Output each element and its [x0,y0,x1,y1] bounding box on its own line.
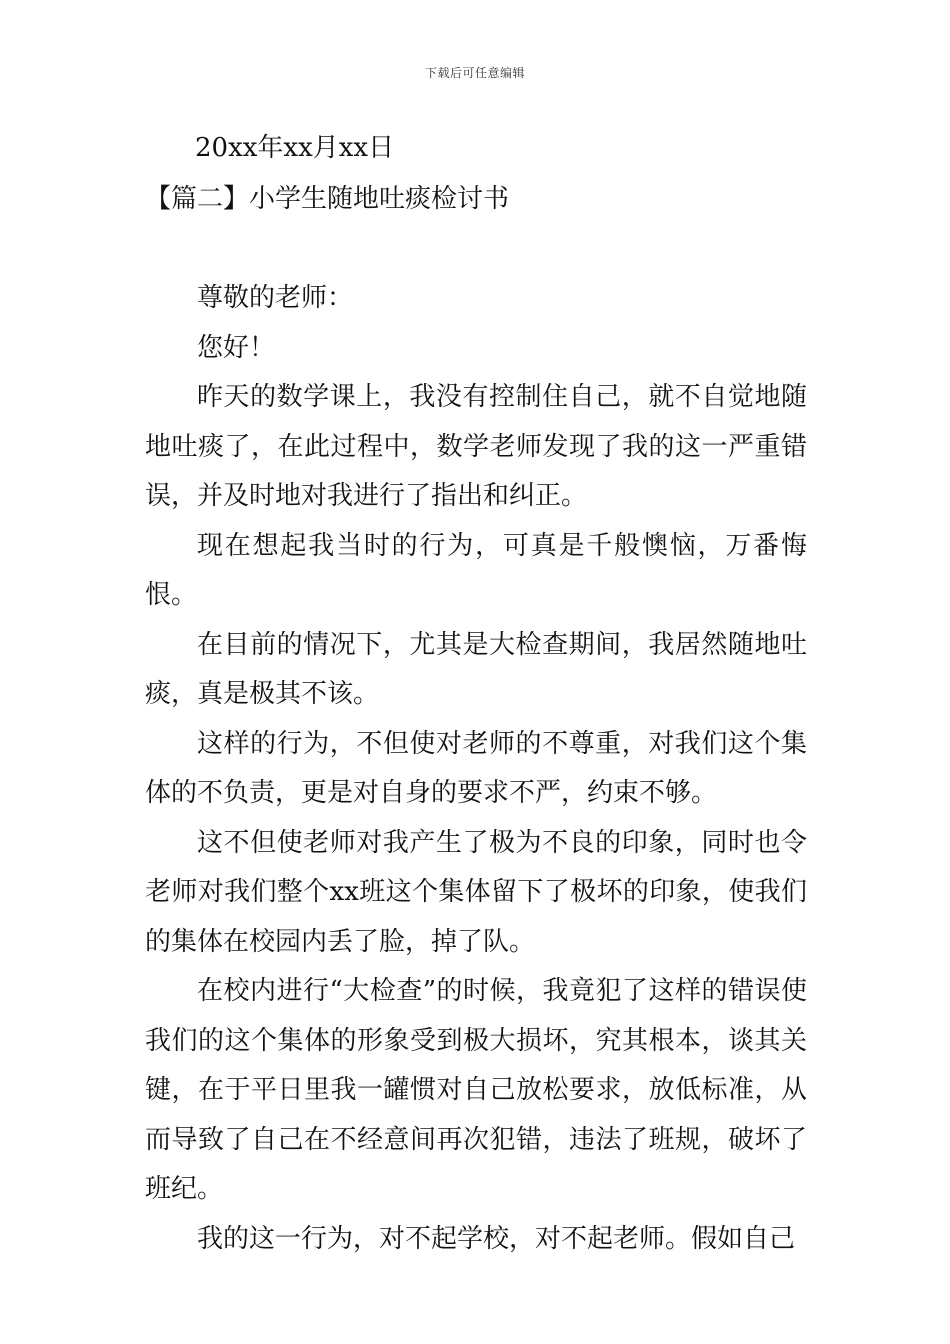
section-title: 【篇二】小学生随地吐痰检讨书 [145,184,510,214]
greeting: 您好！ [197,332,276,363]
salutation: 尊敬的老师： [197,283,354,313]
paragraph-2: 现在想起我当时的行为，可真是千般懊恼，万番悔恨。 [145,530,807,610]
paragraph-1: 昨天的数学课上，我没有控制住自己，就不自觉地随地吐痰了，在此过程中，数学老师发现了我的这一严重错误，并及时地对我进行了指出和纠正。 [145,382,807,511]
paragraph-4: 这样的行为，不但使对老师的不尊重，对我们这个集体的不负责，更是对自身的要求不严，约束不够。 [145,728,807,808]
letter-body [145,274,807,1264]
date-line: 20xx年xx月xx日 [195,133,395,163]
paragraph-3: 在目前的情况下，尤其是大检查期间，我居然随地吐痰，真是极其不该。 [145,629,807,709]
paragraph-6: 在校内进行“大检查”的时候，我竟犯了这样的错误使我们的这个集体的形象受到极大损坏，究其根本，谈其关键，在于平日里我一罐惯对自己放松要求，放低标准，从而导致了自己在不经意间再次犯错，违法了班规，破坏了班纪。 [145,976,807,1204]
paragraph-5: 这不但使老师对我产生了极为不良的印象，同时也令老师对我们整个xx班这个集体留下了极坏的印象，使我们的集体在校园内丢了脸，掉了队。 [145,827,807,957]
page-header-note: 下载后可任意编辑 [424,66,525,80]
paragraph-7: 我的这一行为，对不起学校，对不起老师。假如自己 [197,1223,796,1254]
